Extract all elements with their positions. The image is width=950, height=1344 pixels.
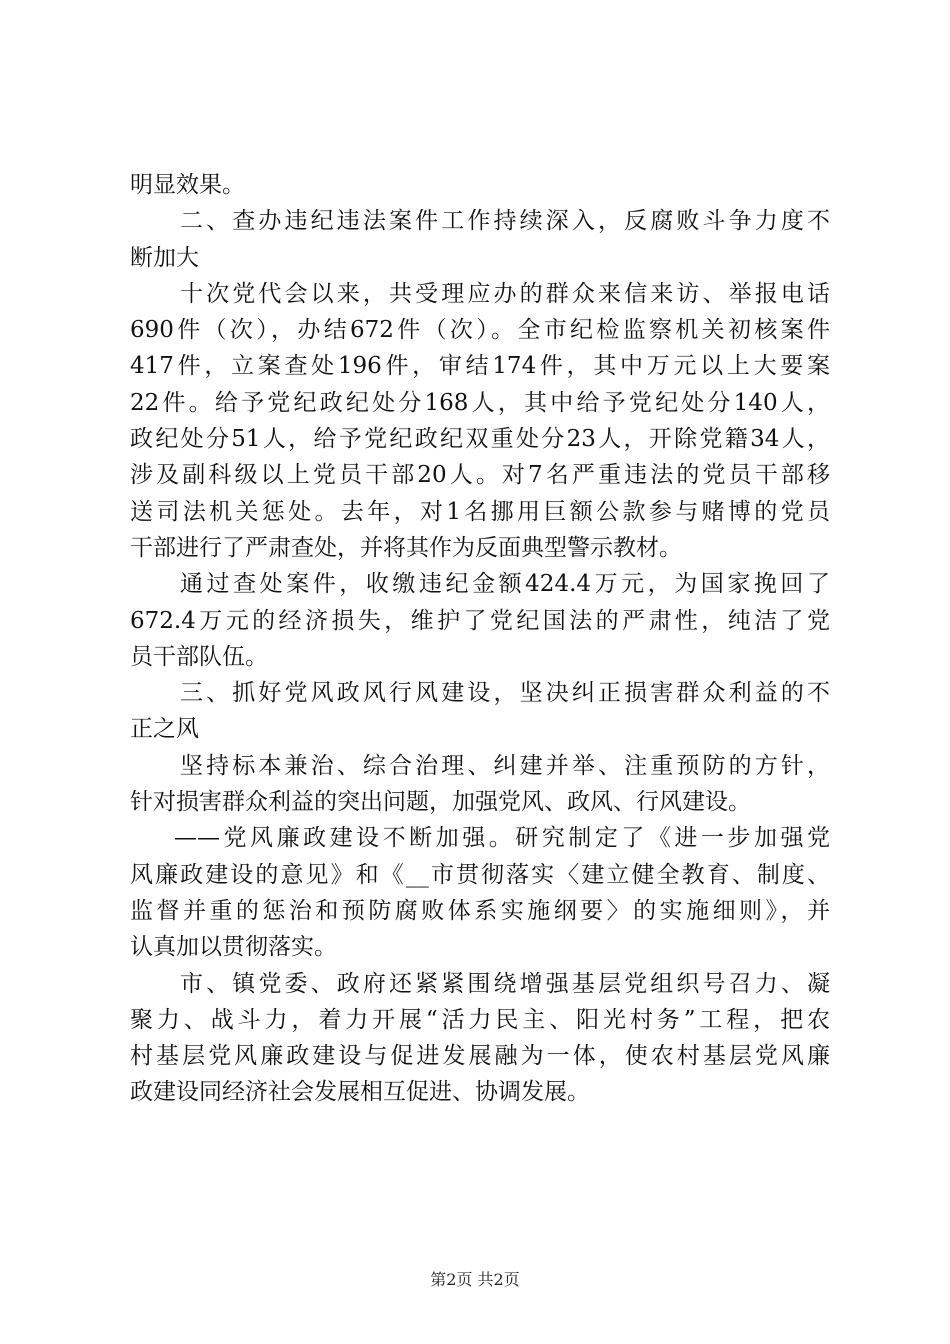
text-line: 22件。给予党纪政纪处分168人，其中给予党纪处分140人， [130, 389, 830, 416]
text-line: 690件（次），办结672件（次）。全市纪检监察机关初核案件 [130, 317, 830, 344]
text-line: 聚力、战斗力，着力开展“活力民主、阳光村务”工程，把农 [130, 1006, 830, 1033]
text-line: 断加大 [130, 244, 199, 271]
text-line: 三、抓好党风政风行风建设，坚决纠正损害群众利益的不 [180, 680, 830, 707]
text-line: 风廉政建设的意见》和《__市贯彻落实〈建立健全教育、制度、 [130, 861, 830, 888]
text-line: 员干部队伍。 [130, 643, 268, 670]
text-line: 十次党代会以来，共受理应办的群众来信来访、举报电话 [180, 280, 830, 307]
text-line: 村基层党风廉政建设与促进发展融为一体，使农村基层党风廉 [130, 1043, 830, 1070]
text-line: 涉及副科级以上党员干部20人。对7名严重违法的党员干部移 [130, 462, 830, 489]
text-line: 明显效果。 [130, 172, 245, 198]
text-line: 坚持标本兼治、综合治理、纠建并举、注重预防的方针， [180, 752, 830, 779]
text-line: 政建设同经济社会发展相互促进、协调发展。 [130, 1079, 590, 1106]
text-line: 正之风 [130, 716, 199, 743]
text-line: 认真加以贯彻落实。 [130, 934, 337, 961]
text-line: 二、查办违纪违法案件工作持续深入，反腐败斗争力度不 [180, 208, 830, 235]
text-line: 672.4万元的经济损失，维护了党纪国法的严肃性，纯洁了党 [130, 607, 830, 634]
text-line: 通过查处案件，收缴违纪金额424.4万元，为国家挽回了 [180, 571, 830, 598]
text-line: 市、镇党委、政府还紧紧围绕增强基层党组织号召力、凝 [180, 970, 830, 997]
text-line: 政纪处分51人，给予党纪政纪双重处分23人，开除党籍34人， [130, 426, 830, 453]
text-line: 针对损害群众利益的突出问题，加强党风、政风、行风建设。 [130, 789, 751, 816]
document-body [130, 167, 830, 1111]
text-line: 干部进行了严肃查处，并将其作为反面典型警示教材。 [130, 534, 682, 561]
page-number: 第2页 共2页 [430, 1270, 520, 1289]
text-line: 417件，立案查处196件，审结174件，其中万元以上大要案 [130, 353, 830, 380]
text-line: ——党风廉政建设不断加强。研究制定了《进一步加强党 [174, 825, 830, 852]
text-line: 送司法机关惩处。去年，对1名挪用巨额公款参与赌博的党员 [130, 498, 830, 525]
text-line: 监督并重的惩治和预防腐败体系实施纲要〉的实施细则》，并 [130, 897, 830, 924]
page-footer [0, 1270, 950, 1290]
